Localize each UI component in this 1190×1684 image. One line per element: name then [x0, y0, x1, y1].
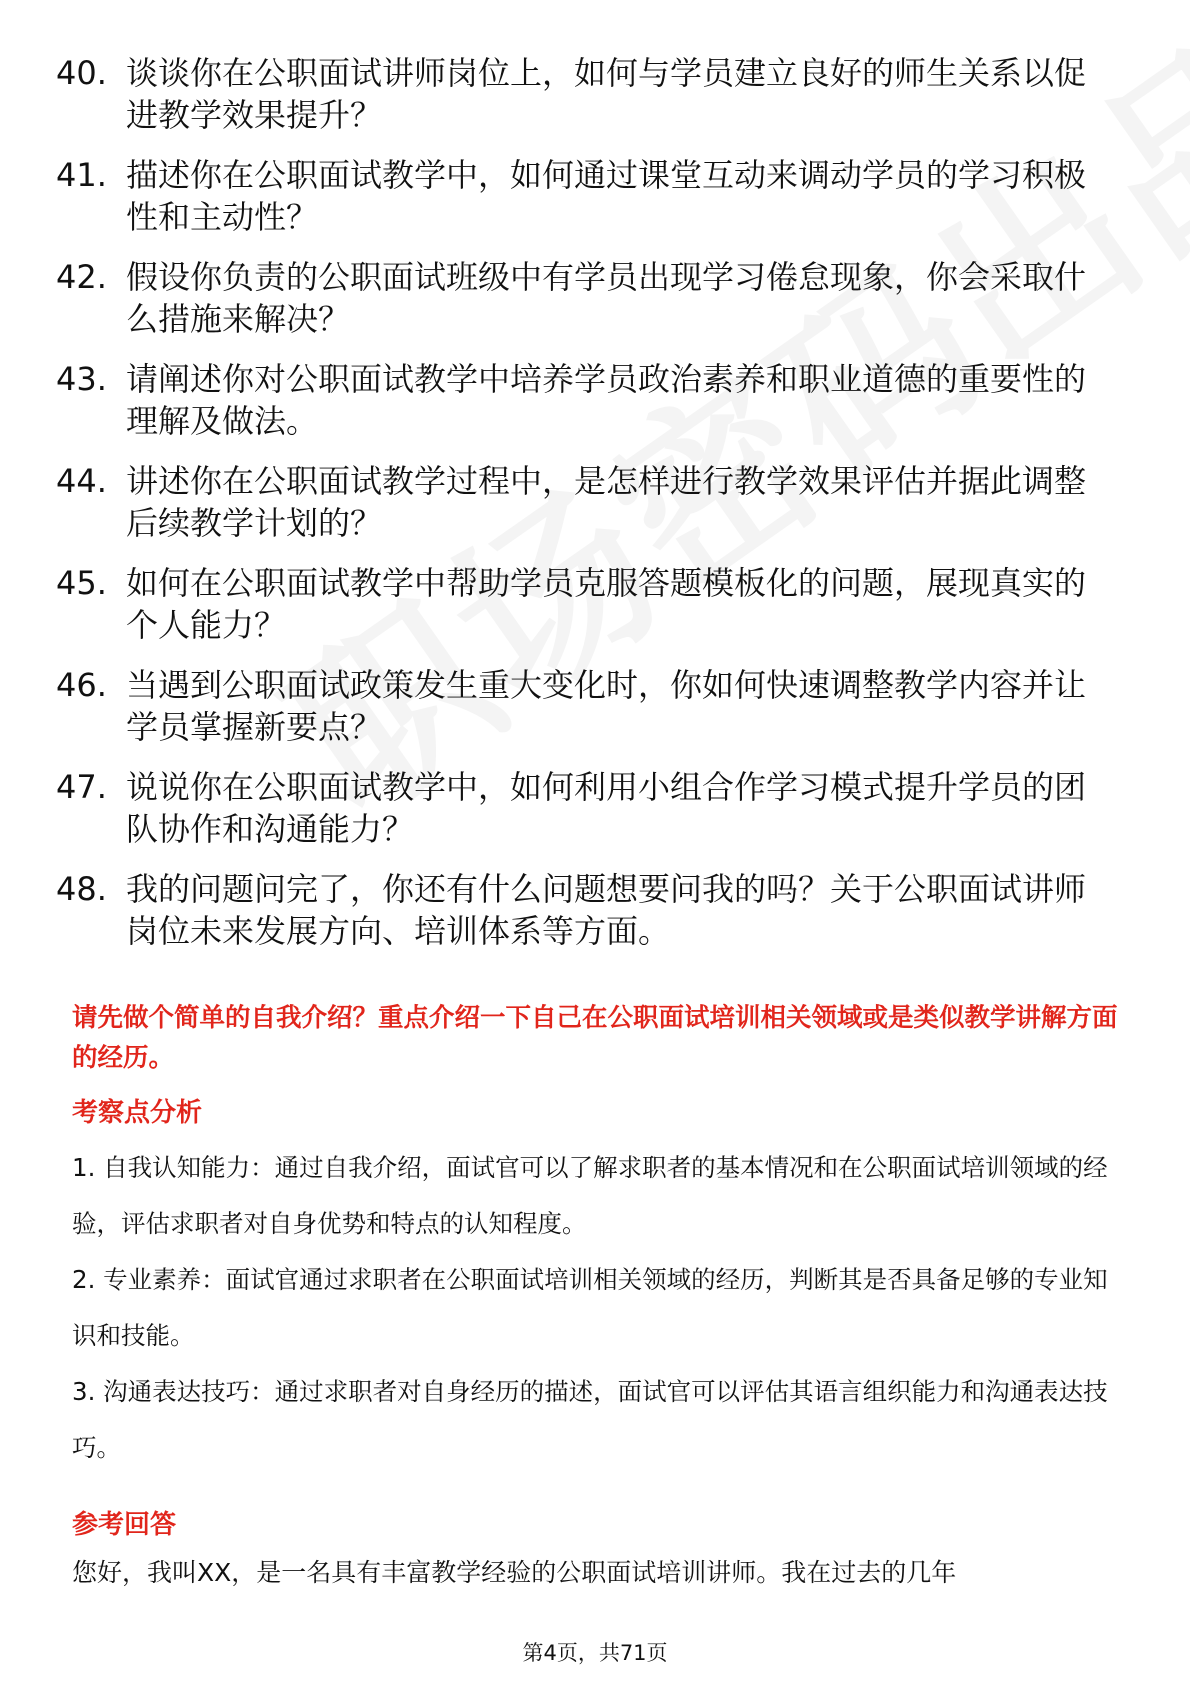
- reference-section: [72, 1508, 1122, 1592]
- page-footer: 第4页，共71页: [522, 1641, 668, 1665]
- question-text: 假设你负责的公职面试班级中有学员出现学习倦怠现象，你会采取什么措施来解决？: [126, 258, 1087, 338]
- question-number: 42.: [56, 258, 107, 296]
- question-number: 45.: [56, 564, 107, 602]
- question-text: 我的问题问完了，你还有什么问题想要问我的吗？关于公职面试讲师岗位未来发展方向、培训体系等方面。: [126, 870, 1087, 950]
- question-item: [0, 358, 1116, 442]
- question-item: [0, 460, 1116, 544]
- analysis-point: 2. 专业素养：面试官通过求职者在公职面试培训相关领域的经历，判断其是否具备足够的专业知识和技能。: [72, 1265, 1108, 1350]
- question-item: [0, 52, 1116, 136]
- question-number: 40.: [56, 54, 107, 92]
- intro-question: 请先做个简单的自我介绍？重点介绍一下自己在公职面试培训相关领域或是类似教学讲解方面的经历。: [72, 1003, 1118, 1073]
- analysis-section: [72, 1096, 1122, 1476]
- question-text: 说说你在公职面试教学中，如何利用小组合作学习模式提升学员的团队协作和沟通能力？: [126, 768, 1087, 848]
- question-item: [0, 562, 1116, 646]
- question-item: [0, 766, 1116, 850]
- question-item: [0, 154, 1116, 238]
- reference-heading: 参考回答: [72, 1510, 177, 1540]
- reference-answer: 您好，我叫XX，是一名具有丰富教学经验的公职面试培训讲师。我在过去的几年: [72, 1558, 957, 1587]
- question-item: [0, 664, 1116, 748]
- analysis-point: 1. 自我认知能力：通过自我介绍，面试官可以了解求职者的基本情况和在公职面试培训领域的经验，评估求职者对自身优势和特点的认知程度。: [72, 1153, 1108, 1238]
- question-text: 谈谈你在公职面试讲师岗位上，如何与学员建立良好的师生关系以促进教学效果提升？: [126, 54, 1087, 134]
- question-item: [0, 256, 1116, 340]
- question-number: 46.: [56, 666, 107, 704]
- question-item: [0, 868, 1116, 952]
- question-text: 请阐述你对公职面试教学中培养学员政治素养和职业道德的重要性的理解及做法。: [126, 360, 1087, 440]
- question-number: 41.: [56, 156, 107, 194]
- question-number: 43.: [56, 360, 107, 398]
- analysis-point: 3. 沟通表达技巧：通过求职者对自身经历的描述，面试官可以评估其语言组织能力和沟通表达技巧。: [72, 1377, 1108, 1462]
- analysis-points: [72, 1140, 1122, 1476]
- question-text: 如何在公职面试教学中帮助学员克服答题模板化的问题，展现真实的个人能力？: [126, 564, 1087, 644]
- analysis-heading: 考察点分析: [72, 1098, 203, 1128]
- question-number: 47.: [56, 768, 107, 806]
- question-number: 44.: [56, 462, 107, 500]
- question-number: 48.: [56, 870, 107, 908]
- question-text: 描述你在公职面试教学中，如何通过课堂互动来调动学员的学习积极性和主动性？: [126, 156, 1087, 236]
- question-text: 当遇到公职面试政策发生重大变化时，你如何快速调整教学内容并让学员掌握新要点？: [126, 666, 1087, 746]
- question-list: [0, 52, 1190, 970]
- question-text: 讲述你在公职面试教学过程中，是怎样进行教学效果评估并据此调整后续教学计划的？: [126, 462, 1087, 542]
